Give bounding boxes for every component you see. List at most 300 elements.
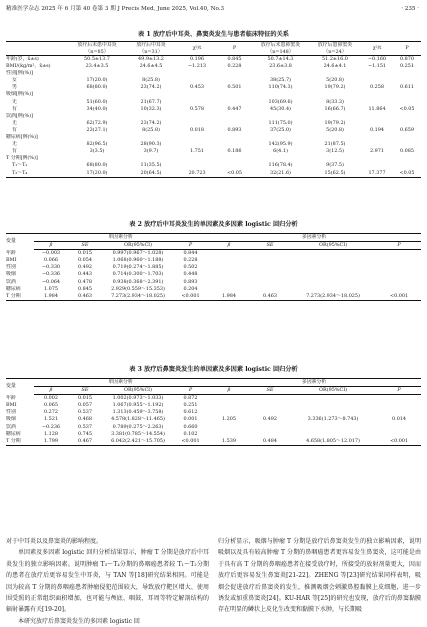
table-cell: 3.336(1.273～8.743): [307, 416, 359, 423]
table-subheader-cell: SE: [68, 387, 102, 395]
table-cell: 1.751: [189, 148, 204, 155]
table-cell: 1.075: [43, 285, 58, 292]
table2-group-row: [6, 234, 421, 242]
table-cell: [177, 120, 217, 127]
table-cell: [177, 70, 217, 77]
table-cell: 0.893: [227, 126, 242, 133]
table-cell: 17(20.0): [86, 77, 108, 84]
journal-info: 精准医学杂志 2025 年 6 月第 40 卷第 3 期 J Precis Med, June 2025, Vol.40, No.3: [6, 6, 225, 12]
table-cell: [177, 141, 217, 148]
paragraph: 单因素及多因素 logistic 回归分析结果显示，肿瘤 T 分期是放疗后中耳炎发生的独立影响因素。说明肿瘤 T₃～T₄分期的鼻咽癌患者较 T₁～T₂分期的患者在放疗后更容易发生中耳炎，与 TAN 等[18]研究结果相同。可能是因为较高 T 分期的鼻咽癌患者肿瘤侵犯范围较大，导致放疗靶区增大、使周围受照的正常组织面积增加，也可能与颅底、咽鼓、耳周等特定解剖结构的辐射暴露有关[19-20]。: [6, 549, 209, 614]
table-cell: 2.929(0.559～15.353): [111, 285, 165, 292]
table-cell: <0.001: [377, 293, 421, 301]
table-cell: 1.128: [43, 430, 58, 437]
table-cell: 0.065: [43, 402, 58, 409]
table-cell: 24.6±4.1: [323, 63, 347, 70]
table-cell: [69, 113, 125, 120]
row-label: T 分期: [6, 438, 34, 446]
table-cell: 0.204: [183, 285, 198, 292]
table-row: [6, 56, 421, 64]
table-cell: 0.745: [77, 430, 92, 437]
table-cell: 110(74.3): [268, 84, 293, 91]
table2: [6, 233, 421, 301]
table2-variable-header: 变量: [6, 234, 34, 250]
table-cell: 0.845: [77, 285, 92, 292]
row-label: 吸烟: [6, 416, 16, 423]
table-cell: [361, 141, 393, 148]
table-cell: 45(30.4): [270, 105, 291, 112]
table-cell: 8(33.3): [326, 98, 344, 105]
table-cell: [125, 70, 177, 77]
row-label: 男: [12, 84, 17, 91]
table-cell: 1.521: [43, 416, 58, 423]
row-label: 女: [12, 77, 17, 84]
table-cell: [289, 395, 377, 403]
page-number: · 235 ·: [401, 6, 419, 12]
table-cell: 19(79.2): [324, 84, 346, 91]
row-label: 糖尿病[例(%)]: [6, 134, 38, 141]
table-cell: <0.05: [399, 105, 415, 112]
table-cell: [252, 91, 309, 98]
table-row: [6, 155, 421, 162]
table-cell: [177, 113, 217, 120]
table-cell: 0.447: [227, 105, 242, 112]
table-cell: 1.002(0.973～1.033): [112, 395, 164, 402]
table-cell: <0.001: [174, 438, 207, 446]
table-cell: [251, 264, 289, 271]
table1-header-cell: 放疗后未患鼻窦炎 （n=148）: [252, 42, 309, 56]
table-cell: 0.196: [189, 56, 204, 62]
table-subheader-cell: P: [377, 387, 421, 395]
table-cell: 0.085: [399, 148, 414, 155]
table-cell: 3(9.7): [143, 148, 159, 155]
table-cell: 0.463: [251, 293, 289, 301]
table-cell: 0.997(0.967～1.028): [112, 250, 164, 257]
table-cell: 0.659: [399, 126, 414, 133]
table-cell: 0.057: [77, 402, 92, 409]
table2-subheader-row: [6, 242, 421, 250]
table-cell: [251, 409, 289, 416]
table-cell: 0.502: [183, 264, 198, 271]
table-row: [6, 148, 421, 155]
table-cell: [309, 155, 361, 162]
table-cell: [377, 402, 421, 409]
table-cell: [377, 250, 421, 258]
table-cell: 37(25.0): [270, 126, 291, 133]
table-cell: 0.612: [183, 409, 198, 416]
table-cell: 28(90.3): [140, 141, 162, 148]
table1-caption: 表 1 放疗后中耳炎、鼻窦炎发生与患者临床特征的关系: [138, 31, 289, 38]
table-cell: 0.501: [227, 84, 242, 91]
table-cell: [217, 141, 252, 148]
table-cell: [251, 431, 289, 438]
table-cell: 10(32.3): [140, 105, 162, 112]
table-cell: [207, 402, 251, 409]
table-cell: 34(40.0): [86, 105, 108, 112]
table1-header-cell: 放疗后患鼻窦炎 （n=24）: [309, 42, 361, 56]
table-cell: 0.467: [68, 438, 102, 446]
table-cell: 0.537: [77, 409, 92, 416]
row-label: BMI/(kg/m²，x̄±s): [6, 63, 51, 70]
row-label: 年龄: [6, 394, 16, 401]
table-cell: [309, 113, 361, 120]
table-cell: 0.660: [183, 423, 198, 430]
table-row: [6, 162, 421, 169]
table-cell: [217, 134, 252, 141]
table-cell: [377, 431, 421, 438]
table-row: [6, 286, 421, 293]
table-cell: 0.014: [392, 416, 407, 423]
table-cell: 6.042(2.421～15.705): [102, 438, 174, 446]
table1-header-cell: P: [217, 42, 252, 56]
table-row: [6, 141, 421, 148]
table-cell: [393, 99, 421, 106]
table2-univariate-header: 单因素分析: [34, 234, 207, 242]
table-cell: 0.492: [263, 416, 278, 423]
table-row: [6, 84, 421, 91]
table-row: [6, 63, 421, 70]
table-cell: 82(96.5): [86, 141, 108, 148]
table3-variable-header: 变量: [6, 379, 34, 395]
table-cell: [289, 257, 377, 264]
table-cell: −0.160: [367, 56, 387, 62]
table-cell: [393, 162, 421, 169]
table-cell: 111(75.0): [268, 119, 293, 126]
table-row: [6, 99, 421, 106]
table3-subheader-row: [6, 387, 421, 395]
table-cell: 0.448: [183, 271, 198, 278]
table-cell: 20(64.5): [125, 170, 177, 178]
row-label: 无: [12, 141, 17, 148]
table-subheader-cell: OR(95%CI): [102, 387, 174, 395]
table-cell: 1.799: [34, 438, 68, 446]
table-cell: [207, 250, 251, 258]
table-cell: [252, 113, 309, 120]
table-cell: −1.151: [367, 63, 387, 70]
table-cell: 50.5±13.7: [84, 56, 110, 62]
table1: [6, 41, 421, 178]
row-label: 饮酒: [6, 423, 16, 430]
table-cell: [377, 424, 421, 431]
row-label: 年龄: [6, 249, 16, 256]
table-cell: <0.001: [174, 293, 207, 301]
table-cell: 0.258: [369, 84, 384, 91]
table-cell: 16(66.7): [324, 105, 346, 112]
table-cell: [125, 155, 177, 162]
table3-caption: 表 3 放疗后鼻窦炎发生的单因素及多因素 logistic 回归分析: [129, 366, 298, 373]
table-cell: [361, 162, 393, 169]
table-cell: [69, 155, 125, 162]
table-cell: 50.7±14.3: [267, 56, 294, 62]
table-cell: <0.001: [377, 438, 421, 446]
table-cell: [393, 134, 421, 141]
table-cell: 0.102: [183, 430, 198, 437]
table-cell: −1.213: [187, 63, 207, 70]
table-cell: 1.984: [207, 293, 251, 301]
table-cell: 2.971: [369, 148, 384, 155]
table-subheader-cell: P: [174, 242, 207, 250]
table-row: [6, 113, 421, 120]
table-cell: [377, 264, 421, 271]
table-row: [6, 127, 421, 134]
row-label: 无: [12, 119, 17, 126]
table-row: [6, 424, 421, 431]
table-cell: [251, 271, 289, 278]
table-cell: 15(62.5): [309, 170, 361, 178]
table-row: [6, 271, 421, 278]
table-cell: [217, 113, 252, 120]
table-cell: 1.313(0.459～3.758): [112, 409, 164, 416]
table-row: [6, 77, 421, 84]
table-cell: 0.228: [227, 63, 242, 70]
table-cell: 17.377: [361, 170, 393, 178]
table-cell: [377, 271, 421, 278]
table-cell: [207, 395, 251, 403]
table-cell: [361, 91, 393, 98]
table-cell: 51.2±16.0: [322, 56, 348, 62]
table-cell: [377, 257, 421, 264]
paragraph: 归分析显示，吸烟与肿瘤 T 分期是放疗后鼻窦炎发生的独立影响因素，说明吸烟以及具有较高肿瘤 T 分期的鼻咽癌患者更容易发生鼻窦炎，这可能是由于具有高 T 分期的鼻咽癌患者在接受放疗时，所接受的放射剂量更大，因而放疗后更容易发生鼻窦炎[21-22]。ZHENG 等[23]研究结果同样表明，吸烟会促进放疗后鼻窦炎的发生，推测吸烟会刺激鼻腔黏膜上皮细胞，进一步诱发或加重鼻窦炎[24]。KU-HAR 等[25]的研究也发现，放疗后的鼻窦黏膜存在明显的鳞状上皮化生改变和黏膜下水肿，与长期吸: [218, 538, 421, 614]
table3-multivariate-header: 多因素分析: [207, 379, 421, 387]
table-cell: 0.066: [43, 257, 58, 264]
table-cell: [377, 409, 421, 416]
table-cell: [251, 395, 289, 403]
table-cell: 0.018: [189, 126, 204, 133]
table-cell: [207, 257, 251, 264]
table-cell: 1.068(0.960～1.188): [112, 257, 164, 264]
row-label: 年龄(岁，x̄±s): [6, 56, 39, 62]
table-subheader-cell: SE: [251, 242, 289, 250]
table1-header-cell: 放疗后未患中耳炎 （n=85）: [69, 42, 125, 56]
table-cell: [125, 91, 177, 98]
table-cell: [177, 134, 217, 141]
table-cell: 20.723: [177, 170, 217, 178]
table-cell: 0.893: [183, 278, 198, 285]
table-cell: [252, 155, 309, 162]
table-cell: 0.492: [77, 264, 92, 271]
paragraph: 对于中耳炎以及鼻窦炎的影响程度。: [6, 538, 103, 545]
table-cell: [377, 279, 421, 286]
table-cell: [177, 162, 217, 169]
table-cell: 0.870: [399, 56, 414, 62]
table-cell: [207, 286, 251, 293]
table-cell: 4.578(1.828～11.465): [111, 416, 165, 423]
row-label: 饮酒: [6, 278, 16, 285]
row-label: 饮酒[例(%)]: [6, 112, 33, 119]
running-header: [6, 3, 419, 15]
table-cell: 0.844: [183, 250, 198, 257]
table-row: [6, 293, 421, 301]
table-cell: 23(74.2): [140, 119, 162, 126]
table-cell: 0.272: [43, 409, 58, 416]
table-cell: [177, 77, 217, 84]
table2-multivariate-header: 多因素分析: [207, 234, 421, 242]
table-cell: −0.064: [41, 278, 61, 285]
table-cell: [289, 402, 377, 409]
row-label: 糖尿病: [6, 430, 21, 437]
table1-header-cell: χ²/t: [361, 42, 393, 56]
table-cell: 116(78.4): [268, 162, 293, 169]
table-row: [6, 264, 421, 271]
table-cell: 3.381(0.785～14.554): [111, 430, 165, 437]
row-label: 有: [12, 105, 17, 112]
table-cell: 9(37.5): [326, 162, 344, 169]
table-cell: [289, 264, 377, 271]
table-cell: 7.273(2.934～18.025): [102, 293, 174, 301]
table3-group-row: [6, 379, 421, 387]
table-cell: −0.236: [41, 423, 61, 430]
table-cell: 0.714(0.300～1.703): [112, 271, 164, 278]
table-cell: 1.205: [222, 416, 237, 423]
row-label: 无: [12, 98, 17, 105]
table-cell: [361, 155, 393, 162]
row-label: 性别: [6, 264, 16, 271]
table-subheader-cell: OR(95%CI): [289, 242, 377, 250]
table-cell: 0.484: [251, 438, 289, 446]
table-cell: [289, 424, 377, 431]
row-label: T₃～T₄: [6, 170, 69, 178]
table-row: [6, 279, 421, 286]
table-cell: 21(67.7): [140, 98, 162, 105]
table-row: [6, 438, 421, 446]
table-cell: [69, 91, 125, 98]
table-cell: [361, 99, 393, 106]
table-cell: 0.845: [227, 56, 242, 62]
table-cell: [377, 286, 421, 293]
table-row: [6, 106, 421, 113]
table-cell: −0.003: [41, 250, 61, 257]
table-cell: 142(95.9): [268, 141, 293, 148]
table-cell: 103(69.6): [268, 98, 293, 105]
table-cell: [393, 113, 421, 120]
table-cell: [251, 424, 289, 431]
row-label: 性别[例(%)]: [6, 70, 33, 77]
table-cell: [207, 424, 251, 431]
table-cell: 0.015: [77, 395, 92, 402]
table-cell: [309, 70, 361, 77]
table-row: [6, 70, 421, 77]
table-cell: 11.864: [368, 105, 386, 112]
table-cell: 0.938(0.368～2.391): [112, 278, 164, 285]
table-cell: 23.4±3.5: [85, 63, 109, 70]
table-cell: 0.228: [183, 257, 198, 264]
table-cell: [251, 257, 289, 264]
table-cell: 0.478: [77, 278, 92, 285]
table-cell: [207, 264, 251, 271]
row-label: 有: [12, 148, 17, 155]
table1-header-cell: 放疗后中耳炎 （n=31）: [125, 42, 177, 56]
table-cell: 62(72.9): [86, 119, 108, 126]
table-cell: 0.054: [77, 257, 92, 264]
table-subheader-cell: SE: [68, 242, 102, 250]
table-cell: [377, 395, 421, 403]
table2-caption: 表 2 放疗后中耳炎发生的单因素及多因素 logistic 回归分析: [129, 221, 298, 228]
table-cell: 68(80.0): [86, 162, 108, 169]
table-cell: [217, 162, 252, 169]
table-cell: 0.872: [183, 395, 198, 402]
table-cell: 17(20.0): [69, 170, 125, 178]
table-subheader-cell: P: [174, 387, 207, 395]
table-cell: 4.658(1.805～12.017): [289, 438, 377, 446]
table-cell: 19(79.2): [324, 119, 346, 126]
table-cell: 0.194: [369, 126, 384, 133]
table-cell: [361, 120, 393, 127]
table-cell: 0.002: [43, 395, 58, 402]
table-cell: 0.578: [189, 105, 204, 112]
table-cell: [289, 286, 377, 293]
paragraph: 本研究放疗后鼻窦炎发生的多因素 logistic 回: [18, 617, 140, 625]
table-subheader-cell: β: [34, 242, 68, 250]
table-row: [6, 416, 421, 423]
table-cell: [309, 134, 361, 141]
table-cell: [217, 155, 252, 162]
body-column-right: [218, 536, 421, 616]
table-cell: [207, 279, 251, 286]
table-cell: −0.336: [41, 271, 61, 278]
table-cell: 1.539: [207, 438, 251, 446]
table-cell: [251, 402, 289, 409]
table-cell: 0.719(0.274～1.885): [112, 264, 164, 271]
table-cell: [361, 77, 393, 84]
row-label: 性别: [6, 409, 16, 416]
table-cell: [289, 409, 377, 416]
table-cell: 0.001: [183, 416, 198, 423]
table-cell: [393, 70, 421, 77]
table-cell: 6(4.1): [273, 148, 288, 155]
table-cell: [177, 99, 217, 106]
table-cell: [393, 77, 421, 84]
table-cell: 5(20.8): [326, 126, 344, 133]
table-cell: [207, 271, 251, 278]
row-label: BMI: [6, 402, 17, 409]
row-label: T 分期[例(%)]: [6, 155, 38, 162]
table-row: [6, 91, 421, 98]
table-cell: 1.067(0.955～1.192): [112, 402, 164, 409]
table-row: [6, 395, 421, 403]
row-label: 吸烟: [6, 271, 16, 278]
body-column-left: [6, 536, 209, 627]
table-cell: [309, 91, 361, 98]
table-cell: 0.251: [183, 402, 198, 409]
table-cell: 21(87.5): [324, 141, 346, 148]
table-cell: 23(27.1): [86, 126, 108, 133]
table-subheader-cell: P: [377, 242, 421, 250]
table-cell: 0.453: [189, 84, 204, 91]
table-cell: 3(12.5): [326, 148, 344, 155]
table-cell: [217, 70, 252, 77]
row-label: BMI: [6, 257, 17, 264]
table-cell: [289, 279, 377, 286]
table-subheader-cell: OR(95%CI): [289, 387, 377, 395]
table-cell: 8(25.8): [142, 77, 160, 84]
table-row: [6, 134, 421, 141]
table-cell: [217, 91, 252, 98]
table-subheader-cell: OR(95%CI): [102, 242, 174, 250]
table-cell: −0.330: [41, 264, 61, 271]
table-row: [6, 170, 421, 178]
table-row: [6, 257, 421, 264]
table-cell: 38(25.7): [270, 77, 291, 84]
table-cell: 0.537: [77, 423, 92, 430]
table-cell: 68(80.0): [86, 84, 108, 91]
table-cell: [289, 250, 377, 258]
row-label: T 分期: [6, 293, 34, 301]
table-cell: [251, 279, 289, 286]
row-label: 糖尿病: [6, 285, 21, 292]
table-cell: [217, 99, 252, 106]
table-cell: [217, 77, 252, 84]
table-cell: [125, 134, 177, 141]
